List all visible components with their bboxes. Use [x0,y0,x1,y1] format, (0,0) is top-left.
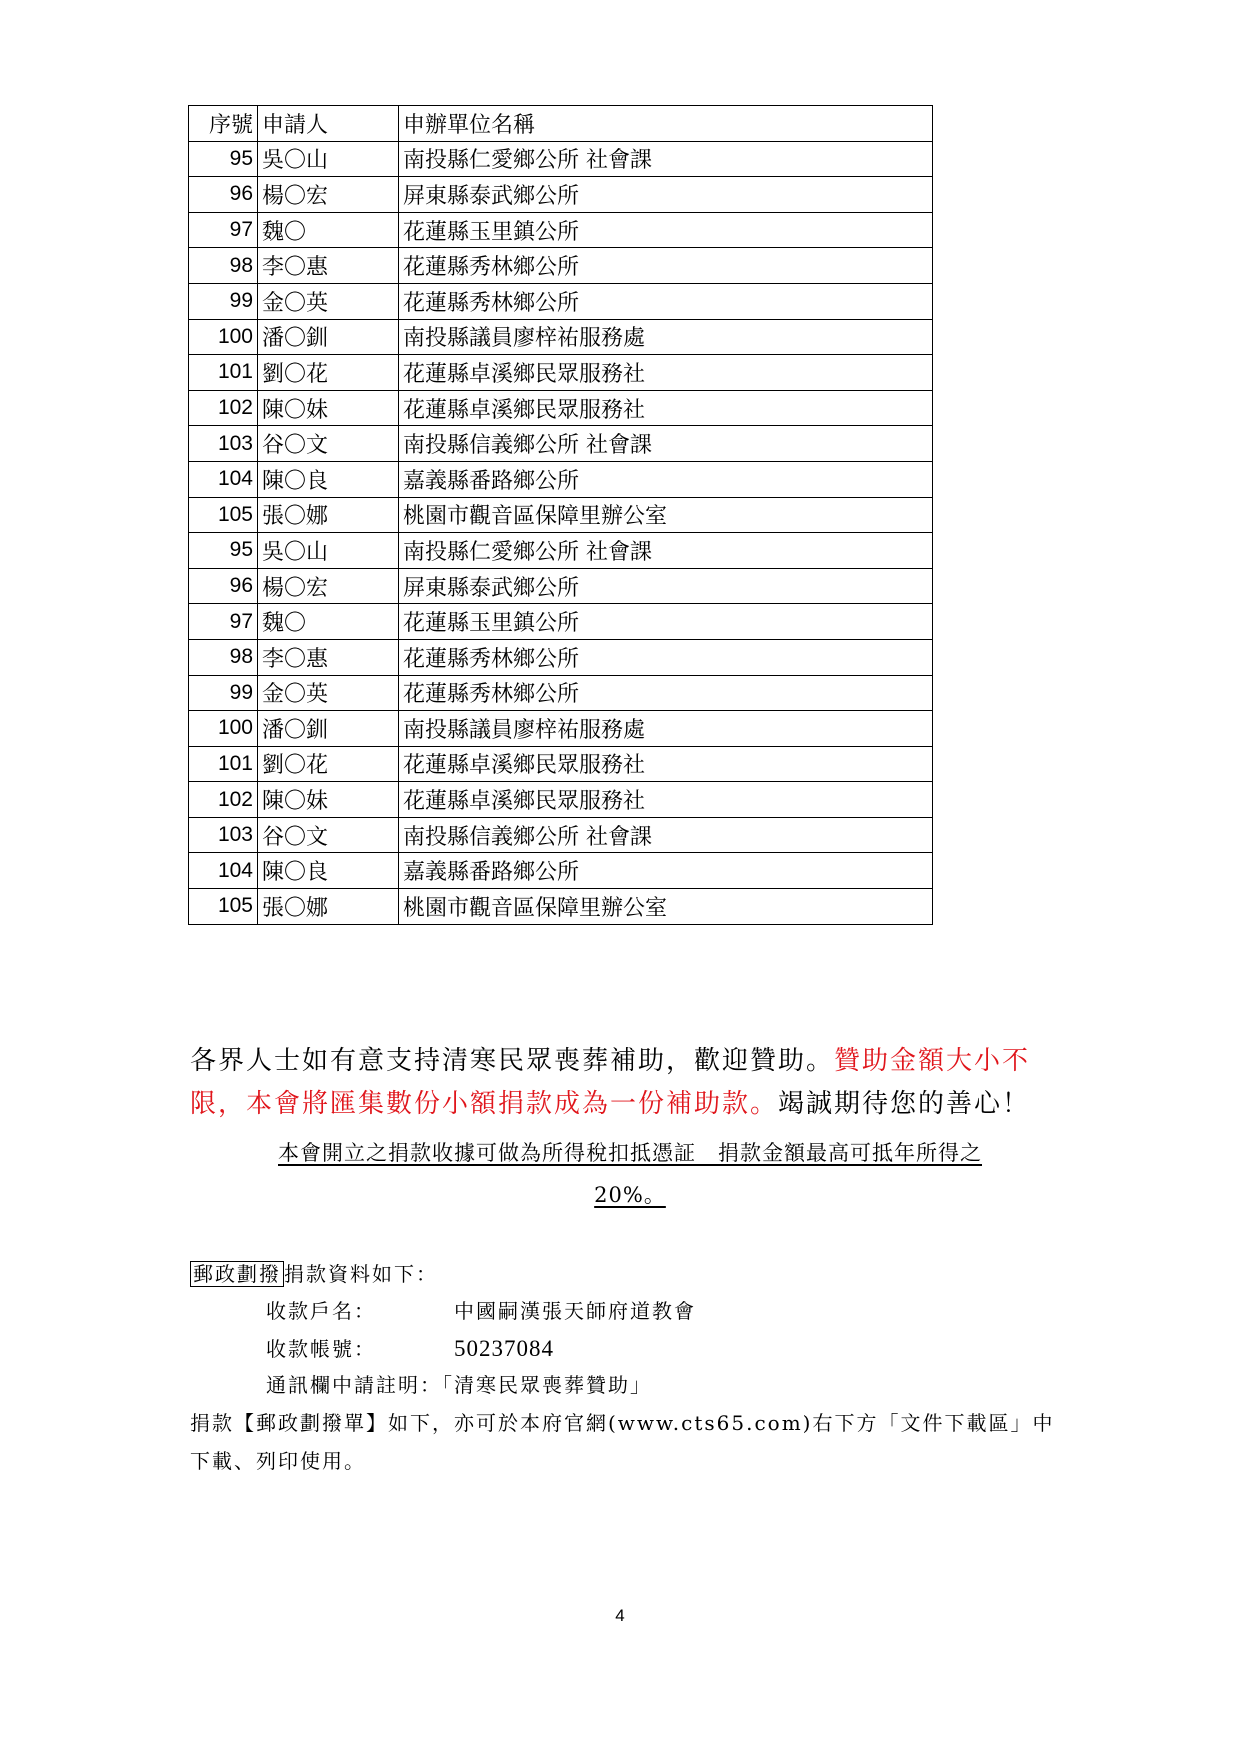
row-no: 102 [189,390,258,426]
row-applicant: 張〇娜 [258,497,399,533]
row-no: 97 [189,604,258,640]
row-no: 103 [189,426,258,462]
table-row [189,248,933,284]
row-applicant: 劉〇花 [258,355,399,391]
row-no: 98 [189,248,258,284]
row-unit: 屏東縣泰武鄉公所 [399,177,933,213]
row-unit: 花蓮縣卓溪鄉民眾服務社 [399,355,933,391]
tax-note-line-2: 20%。 [594,1183,666,1207]
tax-note-line-1: 本會開立之捐款收據可做為所得稅扣抵憑証 捐款金額最高可抵年所得之 [278,1141,982,1165]
row-unit: 嘉義縣番路鄉公所 [399,461,933,497]
table-row [189,212,933,248]
table-row [189,817,933,853]
postal-boxed-label: 郵政劃撥 [190,1261,284,1287]
table-row [189,461,933,497]
row-no: 100 [189,319,258,355]
row-applicant: 潘〇釧 [258,711,399,747]
row-applicant: 李〇惠 [258,639,399,675]
row-no: 99 [189,283,258,319]
row-applicant: 魏〇 [258,604,399,640]
table-row [189,853,933,889]
row-applicant: 陳〇良 [258,853,399,889]
row-unit: 桃園市觀音區保障里辦公室 [399,889,933,925]
row-no: 98 [189,639,258,675]
row-applicant: 陳〇妹 [258,390,399,426]
table-row [189,177,933,213]
download-note: 捐款【郵政劃撥單】如下，亦可於本府官網(www.cts65.com)右下方「文件下載區」中下載、列印使用。 [190,1411,1055,1473]
row-unit: 花蓮縣秀林鄉公所 [399,639,933,675]
row-applicant: 谷〇文 [258,426,399,462]
row-unit: 南投縣議員廖梓祐服務處 [399,319,933,355]
row-applicant: 潘〇釧 [258,319,399,355]
row-unit: 屏東縣泰武鄉公所 [399,568,933,604]
account-name: 中國嗣漢張天師府道教會 [454,1299,696,1323]
row-no: 100 [189,711,258,747]
header-no: 序號 [189,106,258,142]
row-applicant: 金〇英 [258,283,399,319]
row-no: 95 [189,141,258,177]
table-row [189,782,933,818]
row-applicant: 陳〇良 [258,461,399,497]
row-unit: 嘉義縣番路鄉公所 [399,853,933,889]
row-no: 101 [189,746,258,782]
postal-intro-line [190,1256,1070,1293]
row-applicant: 張〇娜 [258,889,399,925]
row-applicant: 楊〇宏 [258,568,399,604]
table-header-row [189,106,933,142]
table-row [189,390,933,426]
account-name-line [190,1293,1070,1330]
table-row [189,675,933,711]
account-no-label: 收款帳號： [266,1337,376,1361]
table-row [189,746,933,782]
row-unit: 花蓮縣卓溪鄉民眾服務社 [399,746,933,782]
row-unit: 南投縣信義鄉公所 社會課 [399,426,933,462]
row-unit: 南投縣議員廖梓祐服務處 [399,711,933,747]
applicant-table [188,105,933,925]
row-applicant: 吳〇山 [258,533,399,569]
row-applicant: 李〇惠 [258,248,399,284]
row-applicant: 劉〇花 [258,746,399,782]
memo-text: 「清寒民眾喪葬贊助」 [442,1373,652,1397]
account-name-label: 收款戶名： [266,1299,376,1323]
row-unit: 花蓮縣玉里鎮公所 [399,212,933,248]
row-unit: 花蓮縣秀林鄉公所 [399,248,933,284]
table-row [189,533,933,569]
table-row [189,497,933,533]
row-no: 104 [189,461,258,497]
row-unit: 南投縣信義鄉公所 社會課 [399,817,933,853]
table-body [189,141,933,924]
table-row [189,319,933,355]
row-unit: 花蓮縣玉里鎮公所 [399,604,933,640]
appeal-text-2: 竭誠期待您的善心！ [778,1089,1031,1119]
row-unit: 花蓮縣卓溪鄉民眾服務社 [399,390,933,426]
memo-label: 通訊欄中請註明： [266,1373,442,1397]
table-row [189,568,933,604]
row-no: 104 [189,853,258,889]
row-no: 96 [189,568,258,604]
row-applicant: 魏〇 [258,212,399,248]
row-no: 105 [189,497,258,533]
row-applicant: 吳〇山 [258,141,399,177]
row-applicant: 金〇英 [258,675,399,711]
row-unit: 南投縣仁愛鄉公所 社會課 [399,533,933,569]
row-no: 95 [189,533,258,569]
row-unit: 花蓮縣秀林鄉公所 [399,675,933,711]
appeal-text-1: 各界人士如有意支持清寒民眾喪葬補助，歡迎贊助。 [190,1046,835,1076]
row-unit: 花蓮縣卓溪鄉民眾服務社 [399,782,933,818]
postal-transfer-info [190,1256,1070,1480]
row-no: 101 [189,355,258,391]
table-row [189,141,933,177]
memo-line [190,1367,1070,1404]
table-row [189,711,933,747]
page-number: 4 [615,1606,625,1625]
row-no: 97 [189,212,258,248]
header-unit: 申辦單位名稱 [399,106,933,142]
table-row [189,639,933,675]
row-unit: 南投縣仁愛鄉公所 社會課 [399,141,933,177]
table-row [189,355,933,391]
row-unit: 花蓮縣秀林鄉公所 [399,283,933,319]
row-no: 103 [189,817,258,853]
row-unit: 桃園市觀音區保障里辦公室 [399,497,933,533]
table-row [189,604,933,640]
row-no: 99 [189,675,258,711]
table-row [189,283,933,319]
donation-appeal [190,1040,1070,1126]
table-row [189,426,933,462]
row-no: 102 [189,782,258,818]
tax-deduction-note [190,1132,1070,1216]
row-no: 105 [189,889,258,925]
appeal-text-red: 贊助金額大小不限，本會將匯集數份小額捐款成為一份補助款。 [190,1046,1031,1119]
row-no: 96 [189,177,258,213]
row-applicant: 谷〇文 [258,817,399,853]
row-applicant: 楊〇宏 [258,177,399,213]
account-no: 50237084 [454,1336,554,1361]
table-row [189,889,933,925]
header-applicant: 申請人 [258,106,399,142]
row-applicant: 陳〇妹 [258,782,399,818]
postal-intro: 捐款資料如下： [284,1262,438,1286]
account-no-line [190,1330,1070,1367]
